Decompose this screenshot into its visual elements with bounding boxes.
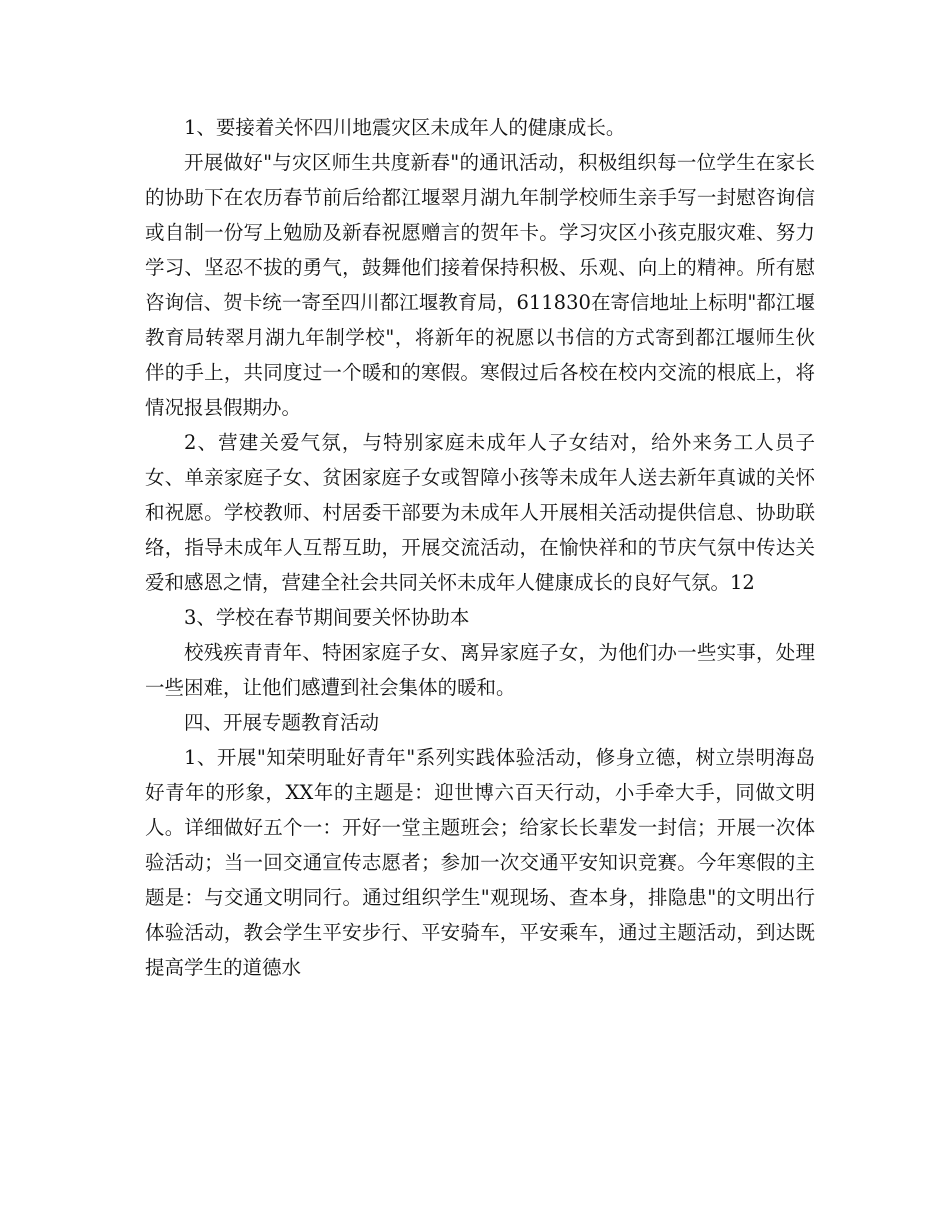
section-heading: 四、开展专题教育活动	[184, 711, 380, 734]
paragraph-2: 开展做好"与灾区师生共度新春"的通讯活动，积极组织每一位学生在家长的协助下在农历春节前后给都江堰翠月湖九年制学校师生亲手写一封慰咨询信或自制一份写上勉励及新春祝愿赠言的贺年卡。学习灾区小孩克服灾难、努力学习、坚忍不拔的勇气，鼓舞他们接着保持积极、乐观、向上的精神。所有慰咨询信、贺卡统一寄至四川都江堰教育局，611830在寄信地址上标明"都江堰教育局转翠月湖九年制学校"，将新年的祝愿以书信的方式寄到都江堰师生伙伴的手上，共同度过一个暖和的寒假。寒假过后各校在校内交流的根底上，将情况报县假期办。	[145, 151, 815, 419]
paragraph-4: 3、学校在春节期间要关怀协助本	[184, 606, 470, 629]
document-body	[145, 110, 815, 985]
paragraph-7: 1、开展"知荣明耻好青年"系列实践体验活动，修身立德，树立崇明海岛好青年的形象，XX年的主题是：迎世博六百天行动，小手牵大手，同做文明人。详细做好五个一：开好一堂主题班会；给家长长辈发一封信；开展一次体验活动；当一回交通宣传志愿者；参加一次交通平安知识竞赛。今年寒假的主题是：与交通文明同行。通过组织学生"观现场、查本身，排隐患"的文明出行体验活动，教会学生平安步行、平安骑车，平安乘车，通过主题活动，到达既提高学生的道德水	[145, 746, 815, 979]
paragraph-3: 2、营建关爱气氛，与特别家庭未成年人子女结对，给外来务工人员子女、单亲家庭子女、贫困家庭子女或智障小孩等未成年人送去新年真诚的关怀和祝愿。学校教师、村居委干部要为未成年人开展相关活动提供信息、协助联络，指导未成年人互帮互助，开展交流活动，在愉快祥和的节庆气氛中传达关爱和感恩之情，营建全社会共同关怀未成年人健康成长的良好气氛。12	[145, 431, 815, 594]
paragraph-1: 1、要接着关怀四川地震灾区未成年人的健康成长。	[184, 116, 626, 139]
paragraph-5: 校残疾青青年、特困家庭子女、离异家庭子女，为他们办一些实事，处理一些困难，让他们感遭到社会集体的暖和。	[145, 641, 815, 699]
